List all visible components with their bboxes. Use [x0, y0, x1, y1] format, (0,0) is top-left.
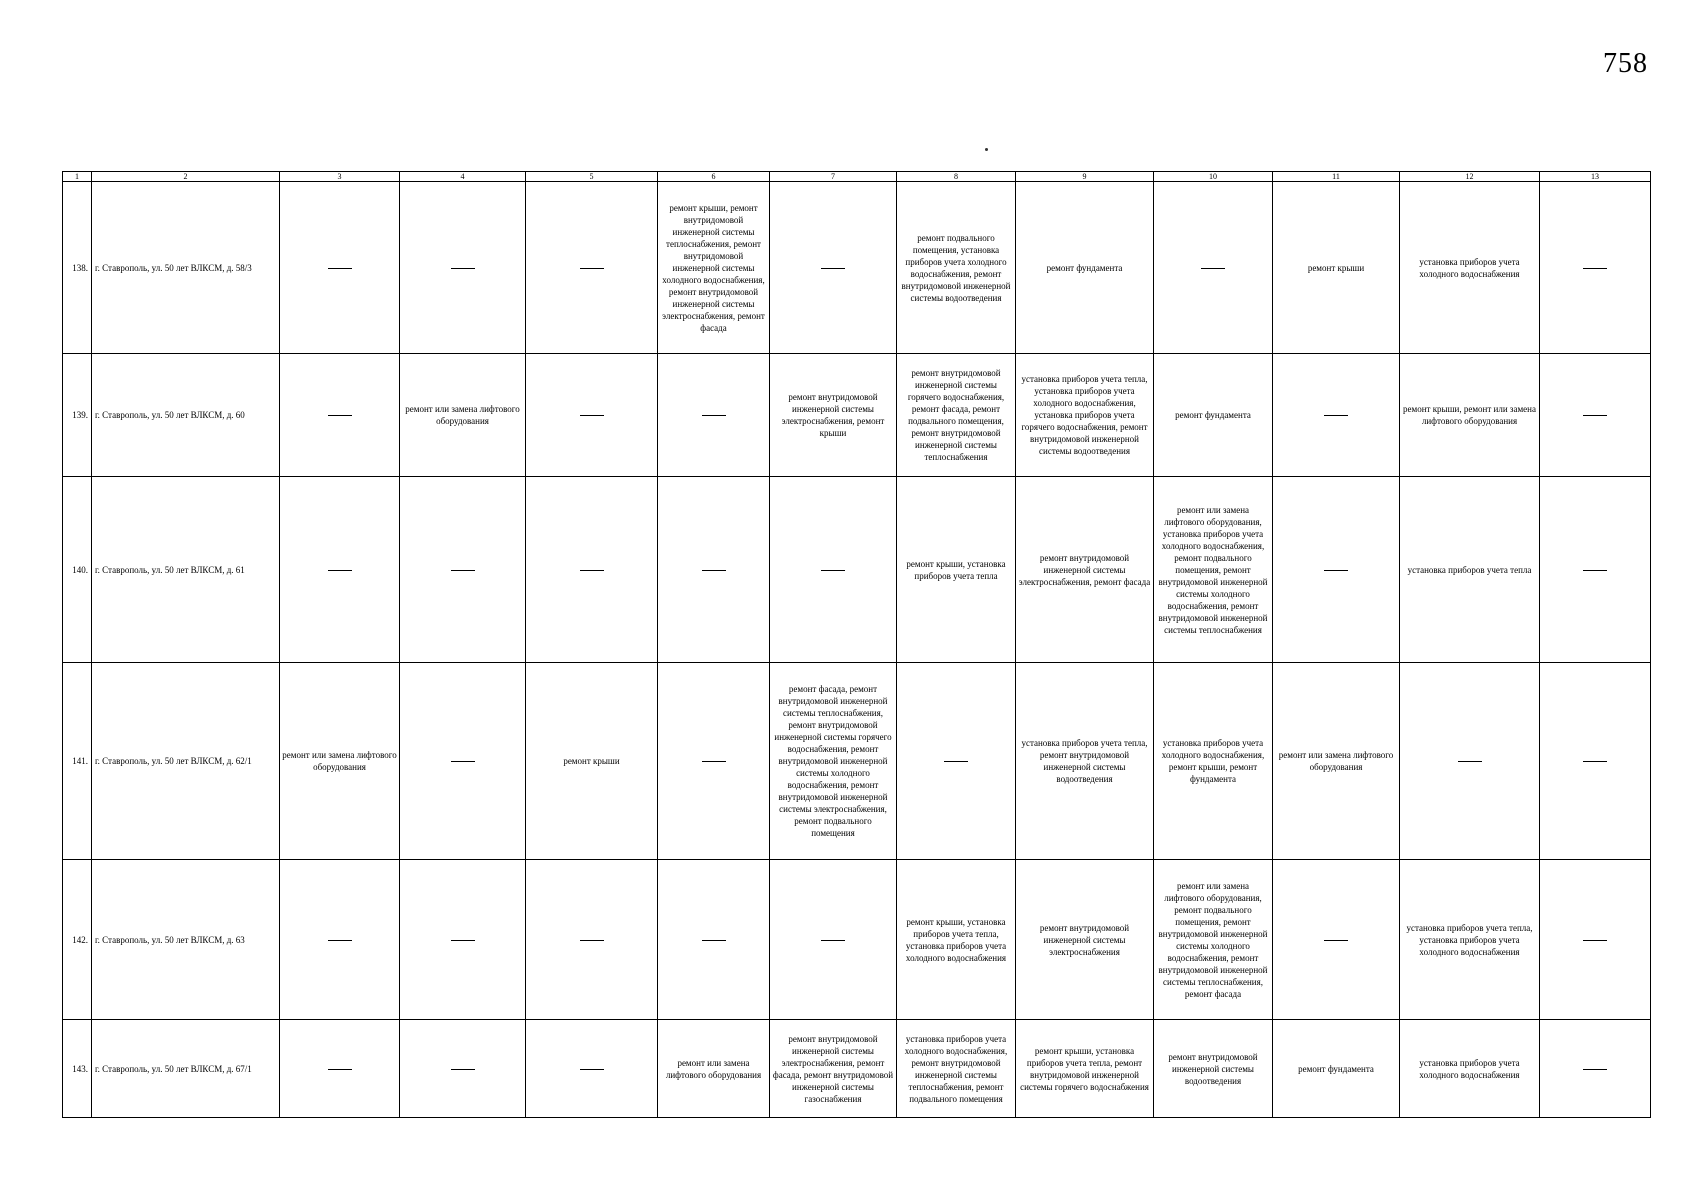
- work-cell: установка приборов учета холодного водоснабжения: [1400, 182, 1540, 354]
- empty-cell: [400, 477, 526, 663]
- dash-mark: [328, 940, 352, 941]
- address-cell: г. Ставрополь, ул. 50 лет ВЛКСМ, д. 62/1: [92, 663, 280, 860]
- address-cell: г. Ставрополь, ул. 50 лет ВЛКСМ, д. 60: [92, 354, 280, 477]
- empty-cell: [658, 477, 770, 663]
- empty-cell: [770, 477, 897, 663]
- work-cell: ремонт крыши, ремонт внутридомовой инженерной системы теплоснабжения, ремонт внутридомовой инженерной системы холодного водоснабжения, ремонт внутридомовой инженерной системы электроснабжения, ремонт фасада: [658, 182, 770, 354]
- column-header: 10: [1154, 172, 1273, 182]
- column-header: 6: [658, 172, 770, 182]
- column-header: 7: [770, 172, 897, 182]
- empty-cell: [526, 860, 658, 1020]
- dash-mark: [1324, 940, 1348, 941]
- empty-cell: [1540, 860, 1651, 1020]
- empty-cell: [658, 860, 770, 1020]
- work-cell: ремонт или замена лифтового оборудования: [1273, 663, 1400, 860]
- dash-mark: [1583, 268, 1607, 269]
- empty-cell: [1154, 182, 1273, 354]
- empty-cell: [526, 1020, 658, 1118]
- table-row: [63, 1020, 1651, 1118]
- table-row: [63, 663, 1651, 860]
- dash-mark: [328, 268, 352, 269]
- work-cell: ремонт фундамента: [1154, 354, 1273, 477]
- row-number: 143.: [63, 1020, 92, 1118]
- repair-schedule-table: [62, 171, 1651, 1118]
- work-cell: ремонт внутридомовой инженерной системы электроснабжения, ремонт фасада: [1016, 477, 1154, 663]
- dash-mark: [328, 570, 352, 571]
- work-cell: ремонт внутридомовой инженерной системы горячего водоснабжения, ремонт фасада, ремонт подвального помещения, ремонт внутридомовой инженерной системы теплоснабжения: [897, 354, 1016, 477]
- empty-cell: [400, 663, 526, 860]
- dash-mark: [1583, 761, 1607, 762]
- column-header: 13: [1540, 172, 1651, 182]
- row-number: 141.: [63, 663, 92, 860]
- empty-cell: [280, 182, 400, 354]
- column-header: 11: [1273, 172, 1400, 182]
- empty-cell: [280, 477, 400, 663]
- work-cell: установка приборов учета тепла: [1400, 477, 1540, 663]
- dash-mark: [702, 940, 726, 941]
- dash-mark: [1201, 268, 1225, 269]
- header-row: [63, 172, 1651, 182]
- dash-mark: [451, 570, 475, 571]
- empty-cell: [280, 1020, 400, 1118]
- column-header: 4: [400, 172, 526, 182]
- work-cell: ремонт или замена лифтового оборудования: [280, 663, 400, 860]
- dash-mark: [1583, 1069, 1607, 1070]
- row-number: 138.: [63, 182, 92, 354]
- work-cell: ремонт крыши: [526, 663, 658, 860]
- dash-mark: [580, 940, 604, 941]
- work-cell: установка приборов учета холодного водоснабжения, ремонт крыши, ремонт фундамента: [1154, 663, 1273, 860]
- column-header: 3: [280, 172, 400, 182]
- dash-mark: [451, 1069, 475, 1070]
- address-cell: г. Ставрополь, ул. 50 лет ВЛКСМ, д. 61: [92, 477, 280, 663]
- empty-cell: [770, 860, 897, 1020]
- work-cell: ремонт подвального помещения, установка приборов учета холодного водоснабжения, ремонт внутридомовой инженерной системы водоотведения: [897, 182, 1016, 354]
- row-number: 140.: [63, 477, 92, 663]
- dash-mark: [1583, 940, 1607, 941]
- work-cell: ремонт крыши, установка приборов учета тепла: [897, 477, 1016, 663]
- empty-cell: [280, 354, 400, 477]
- work-cell: ремонт фундамента: [1016, 182, 1154, 354]
- work-cell: ремонт фасада, ремонт внутридомовой инженерной системы теплоснабжения, ремонт внутридомовой инженерной системы горячего водоснабжения, ремонт внутридомовой инженерной системы холодного водоснабжения, ремонт внутридомовой инженерной системы электроснабжения, ремонт подвального помещения: [770, 663, 897, 860]
- empty-cell: [1273, 354, 1400, 477]
- address-cell: г. Ставрополь, ул. 50 лет ВЛКСМ, д. 63: [92, 860, 280, 1020]
- dash-mark: [821, 268, 845, 269]
- table-row: [63, 477, 1651, 663]
- column-header: 2: [92, 172, 280, 182]
- column-header: 1: [63, 172, 92, 182]
- empty-cell: [280, 860, 400, 1020]
- work-cell: установка приборов учета тепла, установка приборов учета холодного водоснабжения: [1400, 860, 1540, 1020]
- work-cell: ремонт фундамента: [1273, 1020, 1400, 1118]
- empty-cell: [526, 354, 658, 477]
- table-row: [63, 354, 1651, 477]
- dash-mark: [580, 268, 604, 269]
- work-cell: ремонт внутридомовой инженерной системы электроснабжения, ремонт крыши: [770, 354, 897, 477]
- empty-cell: [400, 1020, 526, 1118]
- dash-mark: [451, 761, 475, 762]
- work-cell: установка приборов учета тепла, ремонт внутридомовой инженерной системы водоотведения: [1016, 663, 1154, 860]
- column-header: 5: [526, 172, 658, 182]
- work-cell: ремонт крыши: [1273, 182, 1400, 354]
- empty-cell: [400, 182, 526, 354]
- dash-mark: [821, 940, 845, 941]
- empty-cell: [1540, 663, 1651, 860]
- work-cell: ремонт или замена лифтового оборудования, ремонт подвального помещения, ремонт внутридомовой инженерной системы холодного водоснабжения, ремонт внутридомовой инженерной системы теплоснабжения, ремонт фасада: [1154, 860, 1273, 1020]
- dash-mark: [702, 415, 726, 416]
- dash-mark: [328, 1069, 352, 1070]
- empty-cell: [1273, 477, 1400, 663]
- work-cell: ремонт внутридомовой инженерной системы водоотведения: [1154, 1020, 1273, 1118]
- work-cell: ремонт внутридомовой инженерной системы электроснабжения, ремонт фасада, ремонт внутридомовой инженерной системы газоснабжения: [770, 1020, 897, 1118]
- column-header: 12: [1400, 172, 1540, 182]
- column-header: 9: [1016, 172, 1154, 182]
- address-cell: г. Ставрополь, ул. 50 лет ВЛКСМ, д. 58/3: [92, 182, 280, 354]
- dash-mark: [1583, 570, 1607, 571]
- work-cell: ремонт или замена лифтового оборудования: [658, 1020, 770, 1118]
- dash-mark: [1324, 570, 1348, 571]
- dash-mark: [451, 268, 475, 269]
- empty-cell: [1273, 860, 1400, 1020]
- dash-mark: [702, 761, 726, 762]
- dash-mark: [580, 415, 604, 416]
- empty-cell: [1540, 1020, 1651, 1118]
- table-row: [63, 860, 1651, 1020]
- row-number: 139.: [63, 354, 92, 477]
- work-cell: установка приборов учета холодного водоснабжения: [1400, 1020, 1540, 1118]
- empty-cell: [1540, 354, 1651, 477]
- empty-cell: [1400, 663, 1540, 860]
- empty-cell: [897, 663, 1016, 860]
- table-row: [63, 182, 1651, 354]
- empty-cell: [526, 477, 658, 663]
- dash-mark: [580, 1069, 604, 1070]
- dash-mark: [451, 940, 475, 941]
- dash-mark: [580, 570, 604, 571]
- dash-mark: [1458, 761, 1482, 762]
- dash-mark: [702, 570, 726, 571]
- work-cell: ремонт крыши, установка приборов учета тепла, ремонт внутридомовой инженерной системы горячего водоснабжения: [1016, 1020, 1154, 1118]
- dash-mark: [944, 761, 968, 762]
- empty-cell: [400, 860, 526, 1020]
- work-cell: ремонт или замена лифтового оборудования: [400, 354, 526, 477]
- stray-dot: [985, 148, 988, 151]
- dash-mark: [1583, 415, 1607, 416]
- dash-mark: [328, 415, 352, 416]
- empty-cell: [658, 663, 770, 860]
- work-cell: ремонт внутридомовой инженерной системы электроснабжения: [1016, 860, 1154, 1020]
- row-number: 142.: [63, 860, 92, 1020]
- empty-cell: [526, 182, 658, 354]
- work-cell: ремонт крыши, установка приборов учета тепла, установка приборов учета холодного водоснабжения: [897, 860, 1016, 1020]
- work-cell: установка приборов учета тепла, установка приборов учета холодного водоснабжения, установка приборов учета горячего водоснабжения, ремонт внутридомовой инженерной системы водоотведения: [1016, 354, 1154, 477]
- empty-cell: [770, 182, 897, 354]
- work-cell: ремонт или замена лифтового оборудования, установка приборов учета холодного водоснабжения, ремонт подвального помещения, ремонт внутридомовой инженерной системы холодного водоснабжения, ремонт внутридомовой инженерной системы теплоснабжения: [1154, 477, 1273, 663]
- dash-mark: [821, 570, 845, 571]
- empty-cell: [658, 354, 770, 477]
- address-cell: г. Ставрополь, ул. 50 лет ВЛКСМ, д. 67/1: [92, 1020, 280, 1118]
- dash-mark: [1324, 415, 1348, 416]
- empty-cell: [1540, 182, 1651, 354]
- column-header: 8: [897, 172, 1016, 182]
- work-cell: установка приборов учета холодного водоснабжения, ремонт внутридомовой инженерной системы теплоснабжения, ремонт подвального помещения: [897, 1020, 1016, 1118]
- page-number: 758: [1603, 48, 1648, 79]
- empty-cell: [1540, 477, 1651, 663]
- work-cell: ремонт крыши, ремонт или замена лифтового оборудования: [1400, 354, 1540, 477]
